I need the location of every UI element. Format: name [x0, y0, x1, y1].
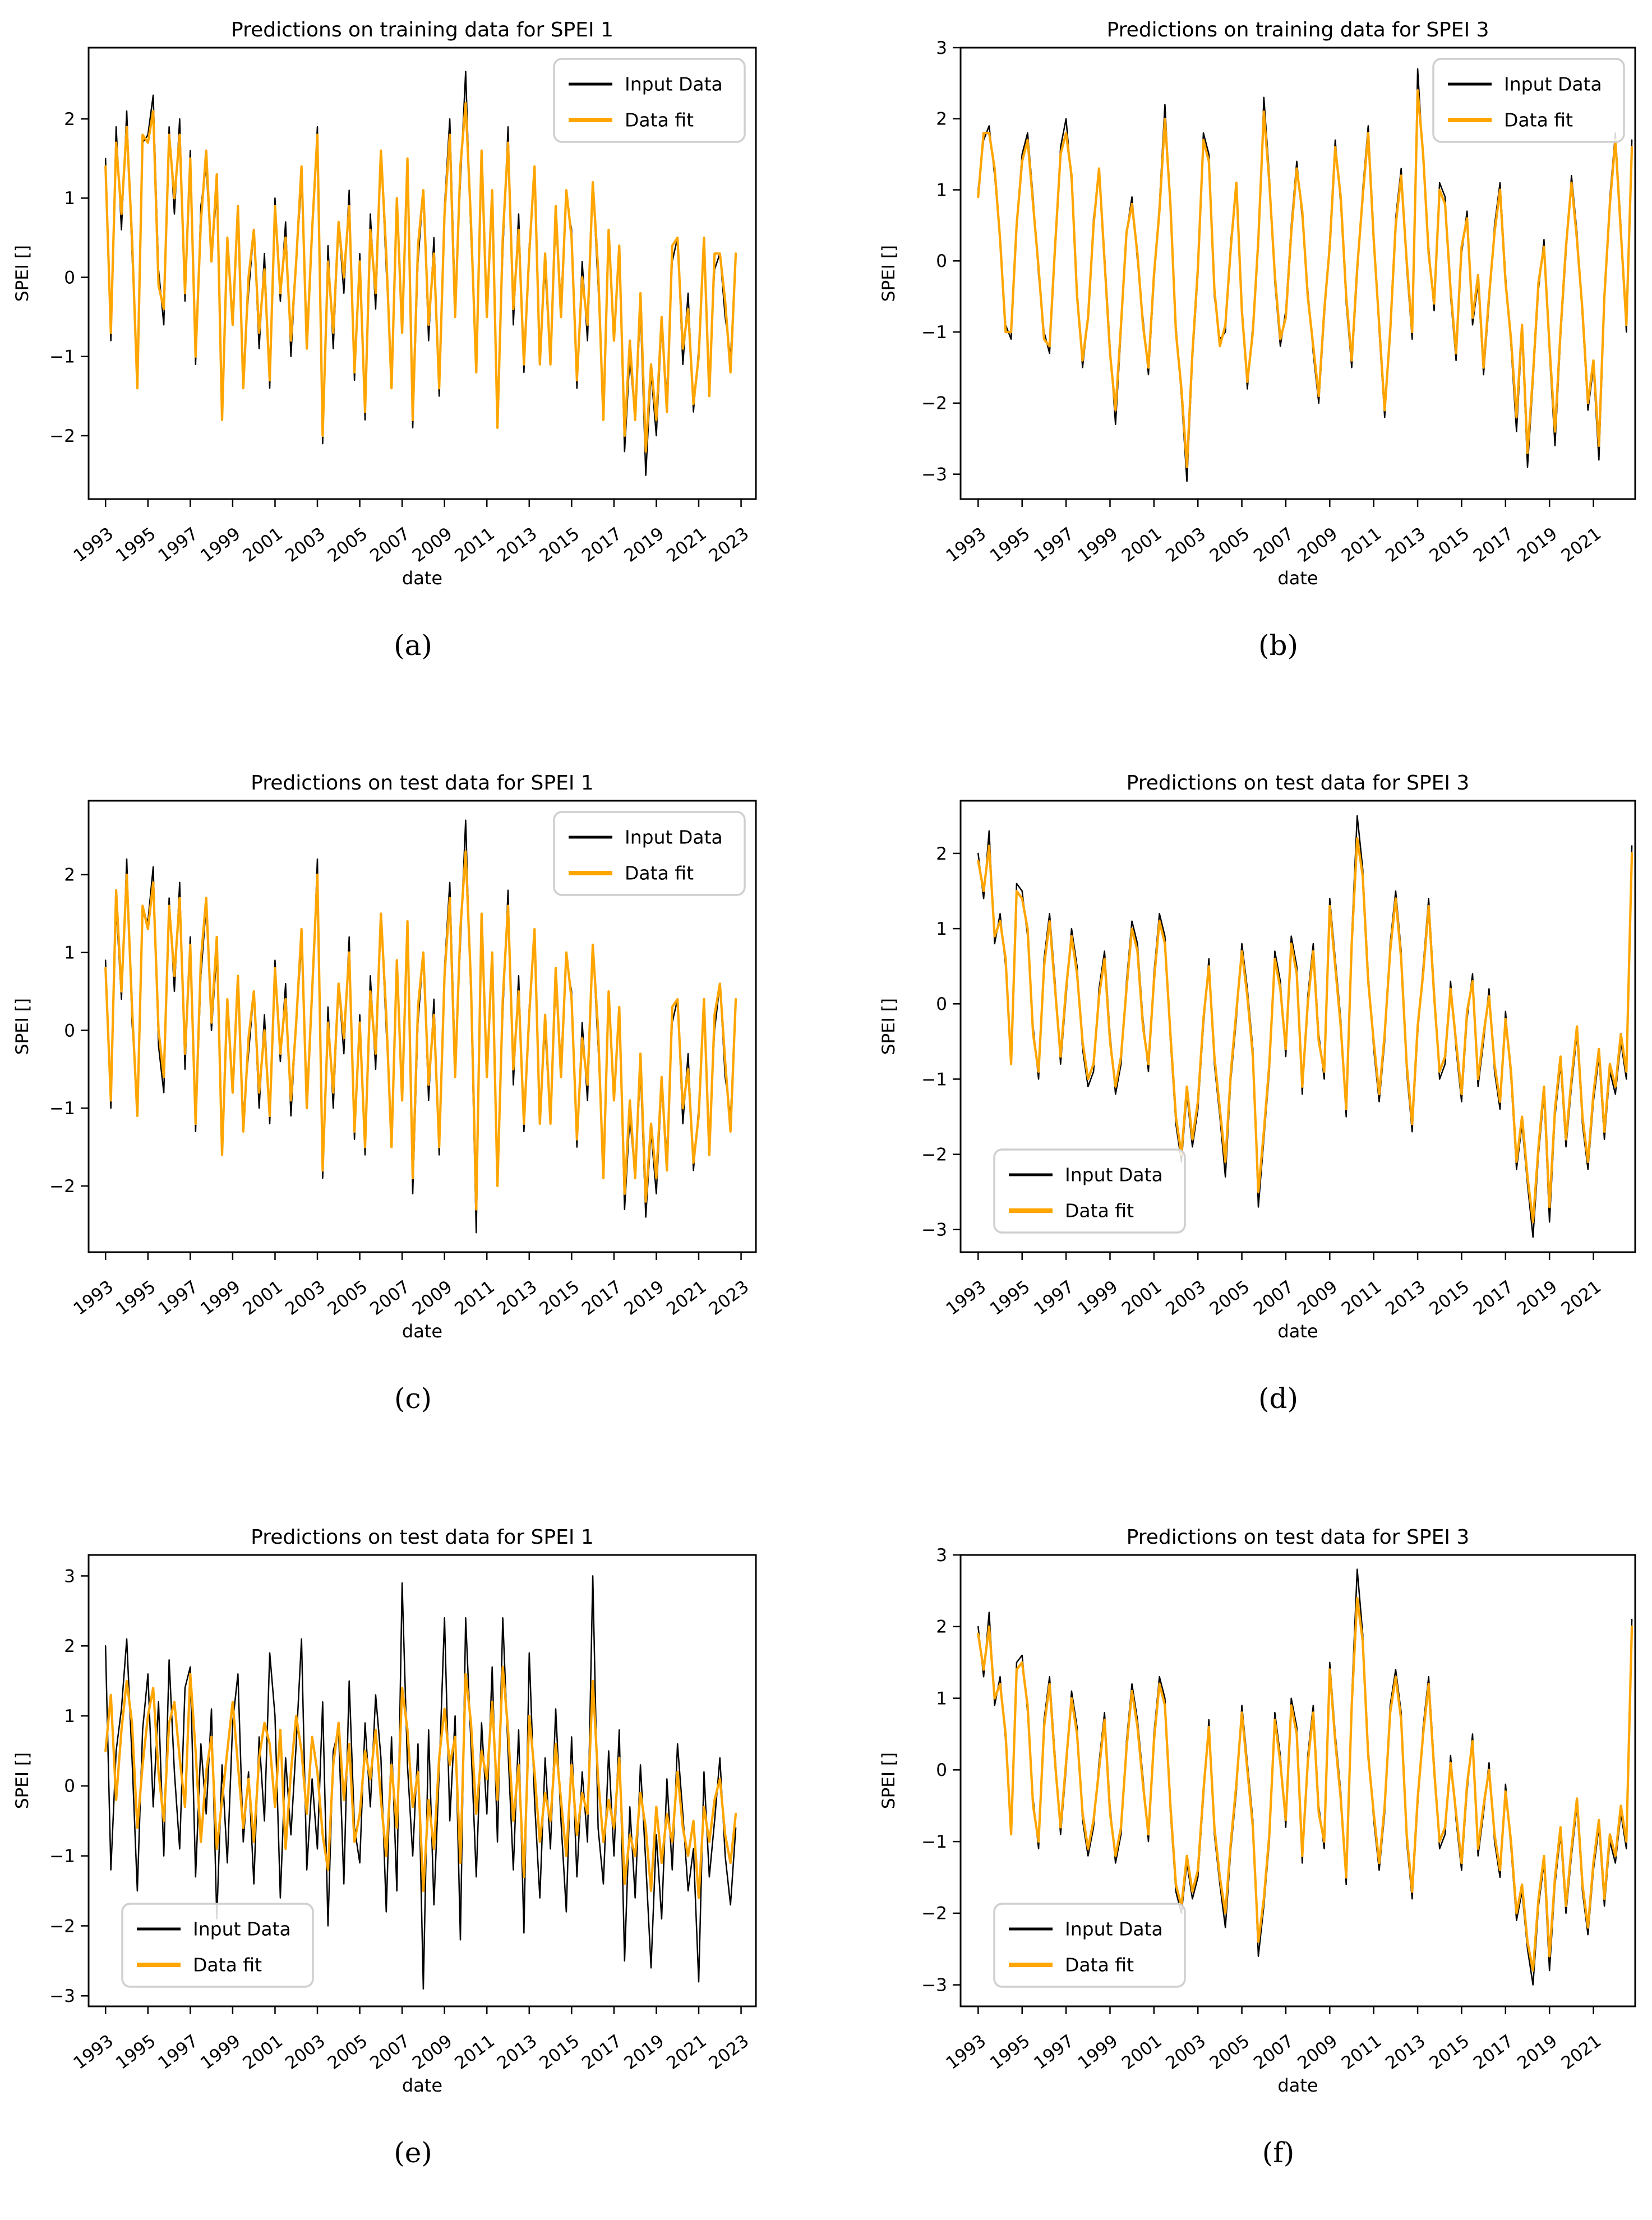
x-tick-label: 2011: [1337, 523, 1386, 566]
x-tick-label: 1997: [154, 1276, 202, 1319]
chart-title: Predictions on test data for SPEI 3: [1126, 1526, 1470, 1549]
x-tick-label: 1993: [942, 1276, 990, 1319]
x-tick-label: 1995: [986, 2030, 1034, 2074]
x-tick-label: 2013: [493, 523, 541, 566]
x-tick-label: 2023: [705, 1276, 753, 1319]
y-tick-label: −1: [921, 1831, 947, 1852]
y-tick-label: 1: [936, 919, 947, 939]
y-tick-label: 1: [936, 180, 947, 201]
panel-b: [826, 6, 1652, 662]
y-tick-label: 1: [64, 188, 75, 209]
figure-caption-d: (d): [1258, 1382, 1299, 1415]
x-tick-label: 2017: [1469, 1276, 1517, 1319]
x-axis-label: date: [1277, 567, 1318, 589]
y-tick-label: 2: [936, 109, 947, 130]
x-tick-label: 1999: [1074, 1276, 1122, 1319]
x-tick-label: 2001: [1118, 1276, 1166, 1319]
x-axis-label: date: [402, 2075, 443, 2096]
y-axis-label: SPEI []: [879, 244, 899, 302]
legend-label: Input Data: [625, 826, 723, 848]
x-tick-label: 1997: [154, 2030, 202, 2074]
x-tick-label: 2015: [1425, 1276, 1474, 1319]
y-tick-label: −2: [921, 1144, 947, 1165]
y-tick-label: 2: [64, 109, 75, 130]
x-tick-label: 2011: [451, 523, 499, 566]
legend-label: Data fit: [1065, 1199, 1134, 1222]
x-tick-label: 2021: [1557, 523, 1605, 566]
x-tick-label: 2007: [1250, 2030, 1298, 2074]
x-tick-label: 2009: [1294, 1276, 1342, 1319]
x-tick-label: 1999: [1074, 523, 1122, 566]
x-tick-label: 2009: [408, 1276, 456, 1319]
y-tick-label: 3: [936, 38, 947, 58]
x-tick-label: 2001: [239, 1276, 287, 1319]
x-tick-label: 2001: [1118, 523, 1166, 566]
chart-training-spei3: [826, 6, 1652, 600]
y-tick-label: −3: [49, 1986, 75, 2007]
x-tick-label: 1997: [154, 523, 202, 566]
x-tick-label: 2019: [620, 1276, 668, 1319]
x-tick-label: 2015: [536, 523, 584, 566]
x-tick-label: 2017: [1469, 2030, 1517, 2074]
x-tick-label: 2009: [408, 523, 456, 566]
x-tick-label: 2013: [1382, 1276, 1429, 1319]
data-fit-line: [978, 90, 1632, 467]
x-tick-label: 1997: [1030, 523, 1078, 566]
y-tick-label: −2: [49, 426, 75, 446]
x-axis-label: date: [1277, 1321, 1318, 1342]
x-tick-label: 2013: [1382, 2030, 1429, 2074]
x-tick-label: 2011: [451, 1276, 499, 1319]
x-tick-label: 2007: [366, 523, 414, 566]
x-tick-label: 1997: [1030, 1276, 1078, 1319]
y-tick-label: −1: [49, 1099, 75, 1119]
x-tick-label: 2015: [536, 2030, 584, 2074]
x-tick-label: 1999: [1074, 2030, 1122, 2074]
x-tick-label: 2021: [663, 523, 710, 566]
x-tick-label: 2011: [1337, 1276, 1386, 1319]
x-tick-label: 1999: [197, 523, 244, 566]
x-tick-label: 1993: [942, 523, 990, 566]
legend-label: Data fit: [193, 1954, 262, 1976]
y-tick-label: 2: [64, 1636, 75, 1657]
y-tick-label: −2: [49, 1176, 75, 1197]
y-tick-label: −1: [49, 1846, 75, 1867]
x-tick-label: 1993: [942, 2030, 990, 2074]
y-tick-label: 1: [64, 943, 75, 963]
x-tick-label: 2019: [1513, 1276, 1561, 1319]
x-tick-label: 2015: [1425, 523, 1474, 566]
x-tick-label: 2019: [620, 523, 668, 566]
x-tick-label: 1999: [197, 2030, 244, 2074]
x-tick-label: 2013: [1382, 523, 1429, 566]
y-tick-label: 2: [936, 843, 947, 864]
x-tick-label: 2011: [451, 2030, 499, 2074]
chart-title: Predictions on training data for SPEI 3: [1106, 19, 1489, 41]
x-tick-label: 1993: [70, 523, 118, 566]
figure-caption-c: (c): [394, 1382, 432, 1415]
x-tick-label: 2005: [1206, 2030, 1254, 2074]
chart-test2-spei1: [0, 1513, 826, 2107]
x-tick-label: 2003: [1162, 2030, 1210, 2074]
legend-label: Input Data: [193, 1918, 291, 1940]
chart-test2-spei3: [826, 1513, 1652, 2107]
x-tick-label: 2003: [282, 2030, 329, 2074]
x-axis-label: date: [1277, 2075, 1318, 2096]
y-tick-label: 0: [936, 251, 947, 272]
x-tick-label: 2019: [1513, 523, 1561, 566]
x-tick-label: 2015: [536, 1276, 584, 1319]
x-tick-label: 2003: [282, 1276, 329, 1319]
panel-f: [826, 1513, 1652, 2169]
chart-title: Predictions on test data for SPEI 3: [1126, 772, 1470, 795]
x-tick-label: 1995: [112, 523, 160, 566]
x-tick-label: 2001: [1118, 2030, 1166, 2074]
legend-label: Input Data: [1065, 1918, 1163, 1940]
y-tick-label: −2: [921, 393, 947, 414]
x-tick-label: 2007: [366, 1276, 414, 1319]
x-tick-label: 2005: [324, 2030, 372, 2074]
x-tick-label: 1995: [112, 2030, 160, 2074]
x-tick-label: 2013: [493, 2030, 541, 2074]
chart-title: Predictions on test data for SPEI 1: [251, 1526, 594, 1549]
x-tick-label: 2003: [282, 523, 329, 566]
x-tick-label: 1993: [70, 1276, 118, 1319]
y-tick-label: −3: [921, 1975, 947, 1996]
x-tick-label: 2017: [578, 1276, 626, 1319]
chart-test-spei3: [826, 759, 1652, 1353]
y-axis-label: SPEI []: [12, 998, 33, 1055]
x-tick-label: 2001: [239, 2030, 287, 2074]
legend-label: Data fit: [625, 862, 694, 884]
x-tick-label: 2021: [1557, 2030, 1605, 2074]
x-tick-label: 2017: [578, 2030, 626, 2074]
y-axis-label: SPEI []: [12, 244, 33, 302]
panel-a: [0, 6, 826, 662]
y-tick-label: 0: [936, 994, 947, 1015]
panel-e: [0, 1513, 826, 2169]
y-tick-label: 0: [64, 267, 75, 288]
y-tick-label: 1: [64, 1706, 75, 1727]
y-tick-label: −3: [921, 464, 947, 485]
x-tick-label: 2017: [1469, 523, 1517, 566]
x-tick-label: 2023: [705, 523, 753, 566]
x-tick-label: 2009: [1294, 523, 1342, 566]
x-tick-label: 2005: [1206, 1276, 1254, 1319]
x-tick-label: 2017: [578, 523, 626, 566]
legend-label: Data fit: [1065, 1954, 1134, 1976]
y-tick-label: 1: [936, 1688, 947, 1709]
y-tick-label: 0: [64, 1021, 75, 1041]
figure-caption-e: (e): [394, 2136, 432, 2169]
x-tick-label: 2023: [705, 2030, 753, 2074]
x-tick-label: 1997: [1030, 2030, 1078, 2074]
figure-caption-a: (a): [394, 629, 432, 662]
y-tick-label: −1: [49, 347, 75, 367]
x-tick-label: 1995: [986, 1276, 1034, 1319]
y-tick-label: 0: [936, 1760, 947, 1781]
x-tick-label: 2001: [239, 523, 287, 566]
panel-d: [826, 759, 1652, 1415]
figure-caption-b: (b): [1258, 629, 1299, 662]
y-tick-label: −2: [921, 1903, 947, 1924]
x-tick-label: 2005: [1206, 523, 1254, 566]
x-tick-label: 2021: [663, 1276, 710, 1319]
x-tick-label: 2011: [1337, 2030, 1386, 2074]
x-tick-label: 2009: [408, 2030, 456, 2074]
x-tick-label: 2015: [1425, 2030, 1474, 2074]
figure-caption-f: (f): [1262, 2136, 1295, 2169]
x-axis-label: date: [402, 567, 443, 589]
x-tick-label: 1999: [197, 1276, 244, 1319]
legend-label: Input Data: [1504, 73, 1602, 95]
x-tick-label: 2003: [1162, 523, 1210, 566]
x-tick-label: 2019: [1513, 2030, 1561, 2074]
y-tick-label: 3: [936, 1545, 947, 1566]
x-tick-label: 2021: [1557, 1276, 1605, 1319]
panel-c: [0, 759, 826, 1415]
y-tick-label: −1: [921, 322, 947, 343]
y-tick-label: 2: [64, 865, 75, 885]
y-axis-label: SPEI []: [879, 1752, 899, 1810]
x-tick-label: 2019: [620, 2030, 668, 2074]
x-tick-label: 2021: [663, 2030, 710, 2074]
x-tick-label: 2007: [1250, 1276, 1298, 1319]
legend-label: Input Data: [625, 73, 723, 95]
chart-training-spei1: [0, 6, 826, 600]
chart-title: Predictions on training data for SPEI 1: [231, 19, 613, 41]
chart-test-spei1: [0, 759, 826, 1353]
x-tick-label: 2007: [366, 2030, 414, 2074]
x-tick-label: 2013: [493, 1276, 541, 1319]
data-fit-line: [105, 103, 736, 451]
y-tick-label: −3: [921, 1220, 947, 1240]
x-tick-label: 2007: [1250, 523, 1298, 566]
legend-label: Data fit: [1504, 109, 1573, 131]
x-tick-label: 2009: [1294, 2030, 1342, 2074]
x-tick-label: 1993: [70, 2030, 118, 2074]
x-tick-label: 1995: [112, 1276, 160, 1319]
x-tick-label: 2003: [1162, 1276, 1210, 1319]
chart-title: Predictions on test data for SPEI 1: [251, 772, 594, 795]
y-tick-label: 2: [936, 1617, 947, 1637]
y-axis-label: SPEI []: [12, 1752, 33, 1810]
legend-label: Input Data: [1065, 1164, 1163, 1186]
y-tick-label: −1: [921, 1069, 947, 1090]
legend-label: Data fit: [625, 109, 694, 131]
x-tick-label: 2005: [324, 523, 372, 566]
y-axis-label: SPEI []: [879, 998, 899, 1055]
data-fit-line: [105, 851, 736, 1210]
x-tick-label: 2005: [324, 1276, 372, 1319]
y-tick-label: 0: [64, 1776, 75, 1797]
y-tick-label: 3: [64, 1566, 75, 1587]
x-axis-label: date: [402, 1321, 443, 1342]
y-tick-label: −2: [49, 1916, 75, 1937]
x-tick-label: 1995: [986, 523, 1034, 566]
